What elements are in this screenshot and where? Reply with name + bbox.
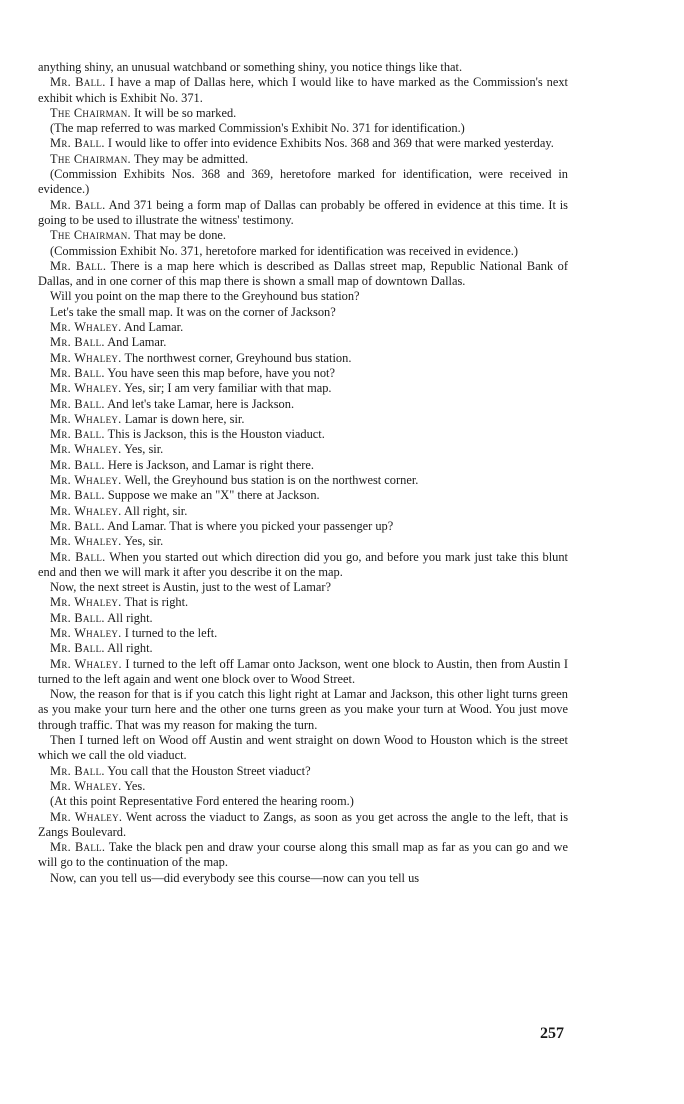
paragraph xyxy=(38,412,568,427)
speaker-label: The Chairman. xyxy=(50,105,131,120)
paragraph-text: All right. xyxy=(107,641,153,656)
speaker-label: The Chairman. xyxy=(50,151,131,166)
paragraph-text: All right, sir. xyxy=(124,503,188,518)
paragraph-text: And Lamar. xyxy=(124,320,184,335)
paragraph xyxy=(38,519,568,534)
speaker-label: Mr. Whaley. xyxy=(50,473,122,488)
paragraph-text: This is Jackson, this is the Houston viaduct. xyxy=(107,427,325,442)
paragraph xyxy=(38,121,568,136)
speaker-label: Mr. Whaley. xyxy=(50,442,122,457)
paragraph-text: You call that the Houston Street viaduct? xyxy=(107,763,311,778)
paragraph xyxy=(38,733,568,764)
paragraph-text: You have seen this map before, have you not? xyxy=(107,365,335,380)
paragraph xyxy=(38,550,568,581)
paragraph xyxy=(38,534,568,549)
paragraph-text: Take the black pen and draw your course along this small map as far as you can go and we will go to the continuation of the map. xyxy=(38,840,568,870)
paragraph xyxy=(38,442,568,457)
paragraph-text: Yes, sir; I am very familiar with that map. xyxy=(124,381,332,396)
speaker-label: Mr. Ball. xyxy=(50,610,105,625)
speaker-label: Mr. Ball. xyxy=(50,763,105,778)
paragraph xyxy=(38,687,568,733)
paragraph xyxy=(38,779,568,794)
paragraph xyxy=(38,580,568,595)
speaker-label: Mr. Whaley. xyxy=(50,503,122,518)
paragraph-text: Now, can you tell us—did everybody see this course—now can you tell us xyxy=(50,870,420,885)
paragraph xyxy=(38,810,568,841)
speaker-label: Mr. Ball. xyxy=(50,258,107,273)
paragraph-text: Will you point on the map there to the Greyhound bus station? xyxy=(50,289,360,304)
paragraph-text: Here is Jackson, and Lamar is right there. xyxy=(107,457,314,472)
paragraph xyxy=(38,871,568,886)
paragraph xyxy=(38,611,568,626)
speaker-label: Mr. Ball. xyxy=(50,518,105,533)
paragraph-text: Now, the reason for that is if you catch this light right at Lamar and Jackson, this other light turns green as you make your turn here and the other one turns green as you make your turn at Wood. You just move through traffic. That was my reason for making the turn. xyxy=(38,687,568,732)
speaker-label: Mr. Ball. xyxy=(50,197,106,212)
paragraph-text: (The map referred to was marked Commission's Exhibit No. 371 for identification.) xyxy=(50,121,465,136)
paragraph xyxy=(38,106,568,121)
paragraph xyxy=(38,473,568,488)
paragraph-text: (At this point Representative Ford entered the hearing room.) xyxy=(50,794,354,809)
speaker-label: Mr. Whaley. xyxy=(50,778,122,793)
speaker-label: Mr. Ball. xyxy=(50,488,105,503)
paragraph xyxy=(38,305,568,320)
paragraph-text: (Commission Exhibit No. 371, heretofore marked for identification was received in evidence.) xyxy=(50,243,518,258)
paragraph-text: That may be done. xyxy=(133,228,227,243)
paragraph xyxy=(38,259,568,290)
speaker-label: Mr. Ball. xyxy=(50,427,105,442)
paragraph-text: I would like to offer into evidence Exhibits Nos. 368 and 369 that were marked yesterday. xyxy=(107,136,554,151)
paragraph-text: Yes. xyxy=(124,778,146,793)
speaker-label: Mr. Ball. xyxy=(50,396,105,411)
speaker-label: Mr. Whaley. xyxy=(50,534,122,549)
paragraph-text: Lamar is down here, sir. xyxy=(124,411,245,426)
paragraph xyxy=(38,167,568,198)
paragraph-text: The northwest corner, Greyhound bus station. xyxy=(124,350,352,365)
paragraph xyxy=(38,244,568,259)
paragraph xyxy=(38,75,568,106)
paragraph xyxy=(38,136,568,151)
paragraph-text: That is right. xyxy=(124,595,189,610)
paragraph-text: And Lamar. xyxy=(107,335,167,350)
paragraph-text: Now, the next street is Austin, just to the west of Lamar? xyxy=(50,580,332,595)
speaker-label: Mr. Whaley. xyxy=(50,595,122,610)
paragraph-text: Then I turned left on Wood off Austin and went straight on down Wood to Houston which is the street which we call the old viaduct. xyxy=(38,733,568,763)
speaker-label: Mr. Whaley. xyxy=(50,320,122,335)
paragraph xyxy=(38,595,568,610)
paragraph-text: When you started out which direction did you go, and before you mark just take this blunt end and then we will mark it after you describe it on the map. xyxy=(38,549,569,579)
speaker-label: Mr. Ball. xyxy=(50,335,105,350)
paragraph xyxy=(38,794,568,809)
paragraph xyxy=(38,381,568,396)
paragraph-text: Yes, sir. xyxy=(124,534,164,549)
paragraph-text: And Lamar. That is where you picked your passenger up? xyxy=(107,518,394,533)
paragraph xyxy=(38,366,568,381)
paragraph xyxy=(38,335,568,350)
paragraph-text: All right. xyxy=(107,610,153,625)
speaker-label: Mr. Whaley. xyxy=(50,411,122,426)
paragraph xyxy=(38,351,568,366)
paragraph xyxy=(38,228,568,243)
speaker-label: Mr. Ball. xyxy=(50,136,105,151)
speaker-label: Mr. Ball. xyxy=(50,75,106,90)
paragraph-text: Suppose we make an "X" there at Jackson. xyxy=(107,488,320,503)
paragraph-text: I turned to the left. xyxy=(124,625,218,640)
paragraph xyxy=(38,458,568,473)
paragraph xyxy=(38,764,568,779)
paragraph-text: Let's take the small map. It was on the corner of Jackson? xyxy=(50,304,336,319)
speaker-label: Mr. Whaley. xyxy=(50,625,122,640)
speaker-label: The Chairman. xyxy=(50,228,131,243)
paragraph xyxy=(38,626,568,641)
paragraph xyxy=(38,60,568,75)
paragraph xyxy=(38,397,568,412)
paragraph-text: I have a map of Dallas here, which I would like to have marked as the Commission's next exhibit which is Exhibit No. 371. xyxy=(38,75,568,105)
paragraph-text: I turned to the left off Lamar onto Jackson, went one block to Austin, then from Austin I turned to the left again and went one block over to Wood Street. xyxy=(38,656,568,686)
paragraph-text: They may be admitted. xyxy=(133,151,249,166)
paragraph xyxy=(38,198,568,229)
paragraph xyxy=(38,657,568,688)
paragraph xyxy=(38,152,568,167)
paragraph-text: Well, the Greyhound bus station is on the northwest corner. xyxy=(124,473,419,488)
paragraph-text: Went across the viaduct to Zangs, as soon as you get across the angle to the left, that is Zangs Boulevard. xyxy=(38,809,569,839)
paragraph xyxy=(38,840,568,871)
paragraph xyxy=(38,641,568,656)
speaker-label: Mr. Ball. xyxy=(50,457,105,472)
paragraph-text: And 371 being a form map of Dallas can probably be offered in evidence at this time. It is going to be used to illustrate the witness' testimony. xyxy=(38,197,568,227)
paragraph xyxy=(38,504,568,519)
speaker-label: Mr. Ball. xyxy=(50,365,105,380)
paragraph xyxy=(38,488,568,503)
paragraph-text: (Commission Exhibits Nos. 368 and 369, heretofore marked for identification, were received in evidence.) xyxy=(38,167,568,197)
speaker-label: Mr. Whaley. xyxy=(50,350,122,365)
speaker-label: Mr. Ball. xyxy=(50,549,106,564)
paragraph xyxy=(38,427,568,442)
speaker-label: Mr. Whaley. xyxy=(50,656,122,671)
paragraph xyxy=(38,320,568,335)
paragraph-text: It will be so marked. xyxy=(134,105,237,120)
paragraph-text: And let's take Lamar, here is Jackson. xyxy=(107,396,295,411)
paragraph-text: Yes, sir. xyxy=(124,442,164,457)
paragraph-text: anything shiny, an unusual watchband or something shiny, you notice things like that. xyxy=(38,60,463,74)
speaker-label: Mr. Ball. xyxy=(50,840,106,855)
speaker-label: Mr. Whaley. xyxy=(50,809,123,824)
paragraph-text: There is a map here which is described as Dallas street map, Republic National Bank of Dallas, and in one corner of this map there is shown a small map of downtown Dallas. xyxy=(38,258,568,289)
page-number: 257 xyxy=(540,1025,564,1042)
speaker-label: Mr. Whaley. xyxy=(50,381,122,396)
transcript-page xyxy=(38,60,568,886)
paragraph xyxy=(38,289,568,304)
speaker-label: Mr. Ball. xyxy=(50,641,105,656)
